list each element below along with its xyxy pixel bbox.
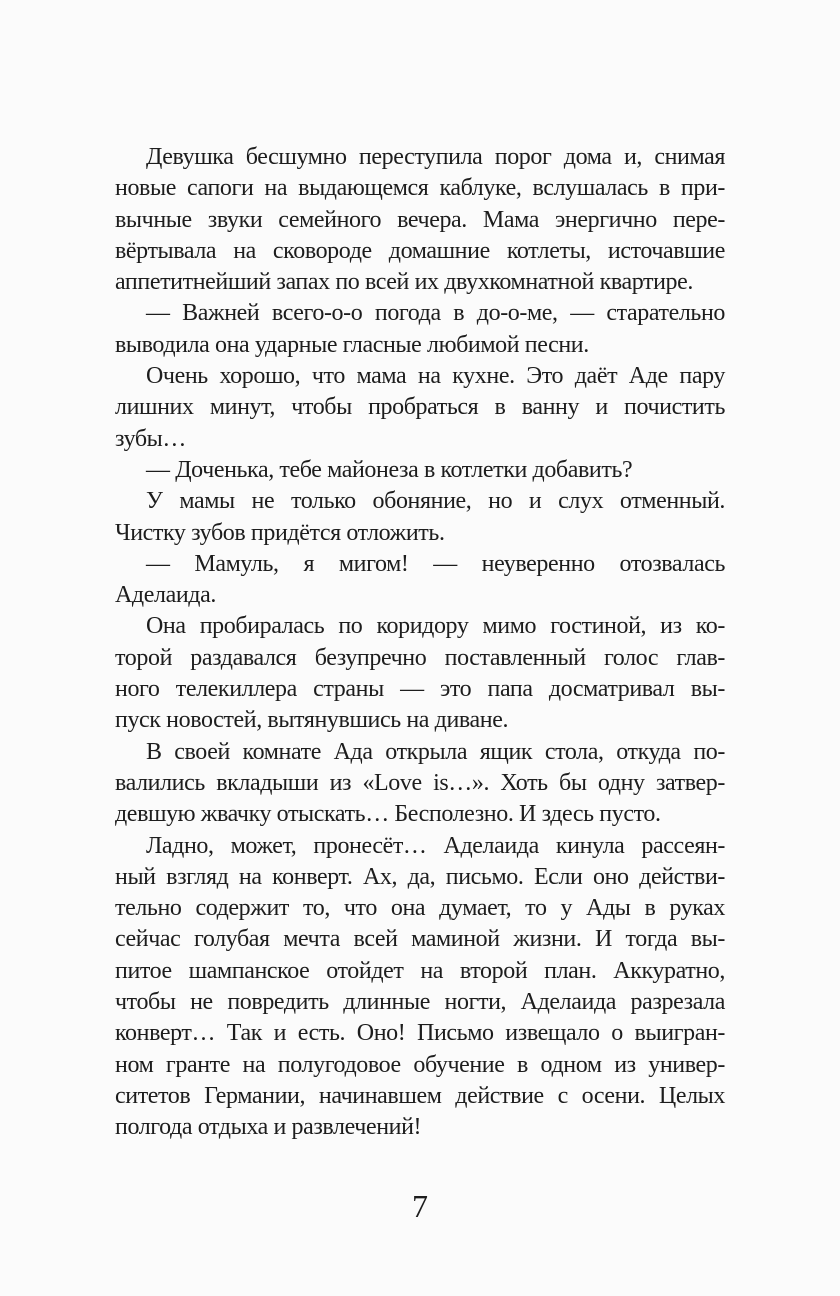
text-line: В своей комнате Ада открыла ящик стола, откуда по-: [146, 738, 725, 765]
text-line: — Важней всего-о-о погода в до-о-ме, — старательно: [146, 300, 725, 327]
text-line: выводила она ударные гласные любимой песни.: [115, 331, 589, 358]
text-line: пуск новостей, вытянувшись на диване.: [115, 707, 509, 734]
text-line: питое шампанское отойдет на второй план. Аккуратно,: [115, 957, 725, 984]
text-line: полгода отдыха и развлечений!: [115, 1114, 422, 1141]
text-line: зубы…: [115, 425, 186, 452]
paragraph: [115, 298, 725, 361]
text-line: девшую жвачку отыскать… Бесполезно. И здесь пусто.: [115, 801, 661, 828]
text-line: тельно содержит то, что она думает, то у Ады в руках: [115, 895, 725, 922]
text-line: Девушка бесшумно переступила порог дома и, снимая: [146, 144, 725, 170]
text-line: сейчас голубая мечта всей маминой жизни. И тогда вы-: [115, 926, 725, 953]
text-line: валились вкладыши из «Love is…». Хоть бы одну затвер-: [115, 769, 725, 796]
text-line: У мамы не только обоняние, но и слух отменный.: [146, 488, 725, 515]
paragraph: [115, 361, 725, 455]
text-line: чтобы не повредить длинные ногти, Аделаида разрезала: [115, 989, 725, 1016]
text-line: Чистку зубов придётся отложить.: [115, 519, 445, 546]
page-number: 7: [412, 1188, 428, 1224]
text-line: конверт… Так и есть. Оно! Письмо извещало о выигран-: [115, 1020, 725, 1047]
paragraph: [115, 142, 725, 298]
text-line: вёртывала на сковороде домашние котлеты, источавшие: [115, 237, 725, 264]
text-line: аппетитнейший запах по всей их двухкомнатной квартире.: [115, 269, 693, 296]
text-line: ном гранте на полугодовое обучение в одном из универ-: [115, 1051, 725, 1078]
text-line: новые сапоги на выдающемся каблуке, вслушалась в при-: [115, 175, 725, 202]
text-line: торой раздавался безупречно поставленный голос глав-: [115, 644, 725, 671]
text-line: Она пробиралась по коридору мимо гостиной, из ко-: [146, 613, 725, 640]
paragraph: [115, 831, 725, 1144]
text-line: Ладно, может, пронесёт… Аделаида кинула рассеян-: [146, 832, 725, 859]
text-line: — Доченька, тебе майонеза в котлетки добавить?: [146, 456, 633, 483]
text-line: ситетов Германии, начинавшем действие с осени. Целых: [115, 1082, 725, 1109]
text-line: Аделаида.: [115, 582, 216, 609]
text-line: ного телекиллера страны — это папа досматривал вы-: [115, 676, 725, 703]
text-block: [115, 142, 725, 1144]
paragraph: [115, 737, 725, 831]
paragraph: [115, 549, 725, 612]
text-line: Очень хорошо, что мама на кухне. Это даёт Аде пару: [146, 363, 725, 390]
text-line: ный взгляд на конверт. Ах, да, письмо. Если оно действи-: [115, 863, 725, 890]
text-line: — Мамуль, я мигом! — неуверенно отозвалась: [146, 550, 725, 577]
text-line: вычные звуки семейного вечера. Мама энергично пере-: [115, 206, 725, 233]
paragraph: [115, 455, 725, 486]
text-line: лишних минут, чтобы пробраться в ванну и почистить: [115, 394, 725, 421]
paragraph: [115, 486, 725, 549]
paragraph: [115, 611, 725, 736]
